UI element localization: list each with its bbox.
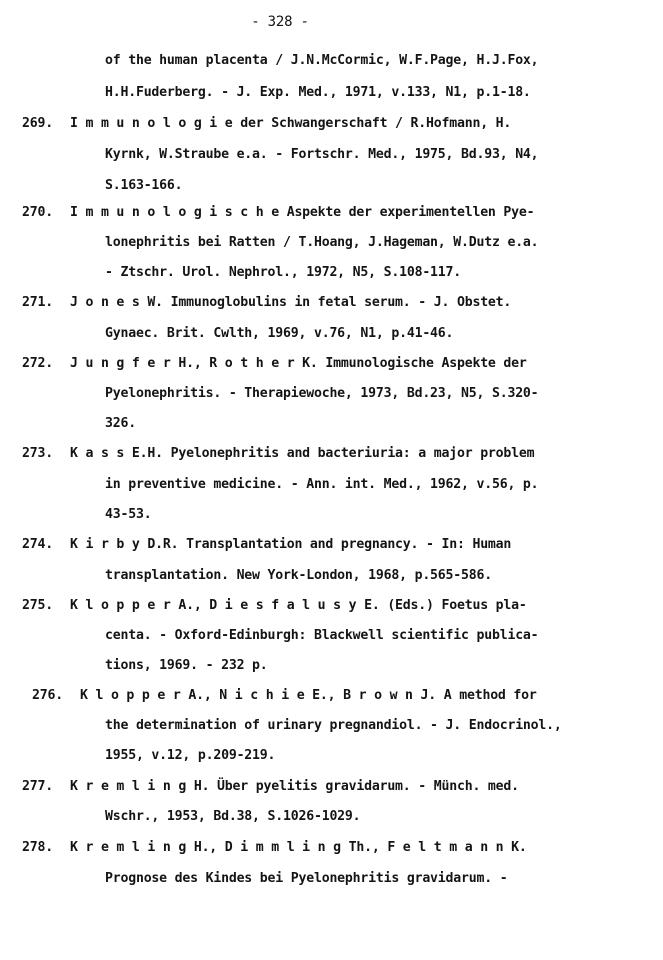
continuation-line: H.H.Fuderberg. - J. Exp. Med., 1971, v.133, N1, p.1-18. — [105, 85, 531, 100]
entry-number: 269. — [22, 116, 53, 131]
entry-line: lonephritis bei Ratten / T.Hoang, J.Hageman, W.Dutz e.a. — [105, 235, 539, 250]
entry-line: Prognose des Kindes bei Pyelonephritis gravidarum. - — [105, 871, 508, 886]
entry-line: the determination of urinary pregnandiol. - J. Endocrinol., — [105, 718, 562, 733]
entry-line: K l o p p e r A., D i e s f a l u s y E. (Eds.) Foetus pla- — [70, 598, 527, 613]
entry-line: tions, 1969. - 232 p. — [105, 658, 268, 673]
entry-line: 1955, v.12, p.209-219. — [105, 748, 276, 763]
entry-line: Kyrnk, W.Straube e.a. - Fortschr. Med., 1975, Bd.93, N4, — [105, 147, 539, 162]
entry-line: centa. - Oxford-Edinburgh: Blackwell scientific publica- — [105, 628, 539, 643]
entry-line: Wschr., 1953, Bd.38, S.1026-1029. — [105, 809, 361, 824]
entry-line: J u n g f e r H., R o t h e r K. Immunologische Aspekte der — [70, 356, 527, 371]
continuation-line: of the human placenta / J.N.McCormic, W.F.Page, H.J.Fox, — [105, 53, 539, 68]
entry-number: 274. — [22, 537, 53, 552]
entry-number: 270. — [22, 205, 53, 220]
entry-line: - Ztschr. Urol. Nephrol., 1972, N5, S.108-117. — [105, 265, 462, 280]
entry-line: K a s s E.H. Pyelonephritis and bacteriuria: a major problem — [70, 446, 535, 461]
entry-number: 272. — [22, 356, 53, 371]
entry-number: 271. — [22, 295, 53, 310]
entry-line: J o n e s W. Immunoglobulins in fetal serum. - J. Obstet. — [70, 295, 512, 310]
entry-number: 273. — [22, 446, 53, 461]
entry-line: K r e m l i n g H., D i m m l i n g Th., F e l t m a n n K. — [70, 840, 527, 855]
entry-number: 277. — [22, 779, 53, 794]
entry-number: 278. — [22, 840, 53, 855]
entry-line: I m m u n o l o g i e der Schwangerschaft / R.Hofmann, H. — [70, 116, 512, 131]
entry-line: 43-53. — [105, 507, 152, 522]
entry-line: transplantation. New York-London, 1968, p.565-586. — [105, 568, 492, 583]
entry-line: I m m u n o l o g i s c h e Aspekte der experimentellen Pye- — [70, 205, 535, 220]
entry-line: Gynaec. Brit. Cwlth, 1969, v.76, N1, p.41-46. — [105, 326, 454, 341]
entry-line: K r e m l i n g H. Über pyelitis gravidarum. - Münch. med. — [70, 779, 519, 794]
entry-number: 276. — [32, 688, 63, 703]
entry-line: S.163-166. — [105, 178, 183, 193]
entry-number: 275. — [22, 598, 53, 613]
entry-line: 326. — [105, 416, 136, 431]
entry-line: in preventive medicine. - Ann. int. Med., 1962, v.56, p. — [105, 477, 539, 492]
entry-line: K l o p p e r A., N i c h i e E., B r o w n J. A method for — [80, 688, 537, 703]
entry-line: K i r b y D.R. Transplantation and pregnancy. - In: Human — [70, 537, 512, 552]
page-number: - 328 - — [251, 14, 309, 30]
entry-line: Pyelonephritis. - Therapiewoche, 1973, Bd.23, N5, S.320- — [105, 386, 539, 401]
